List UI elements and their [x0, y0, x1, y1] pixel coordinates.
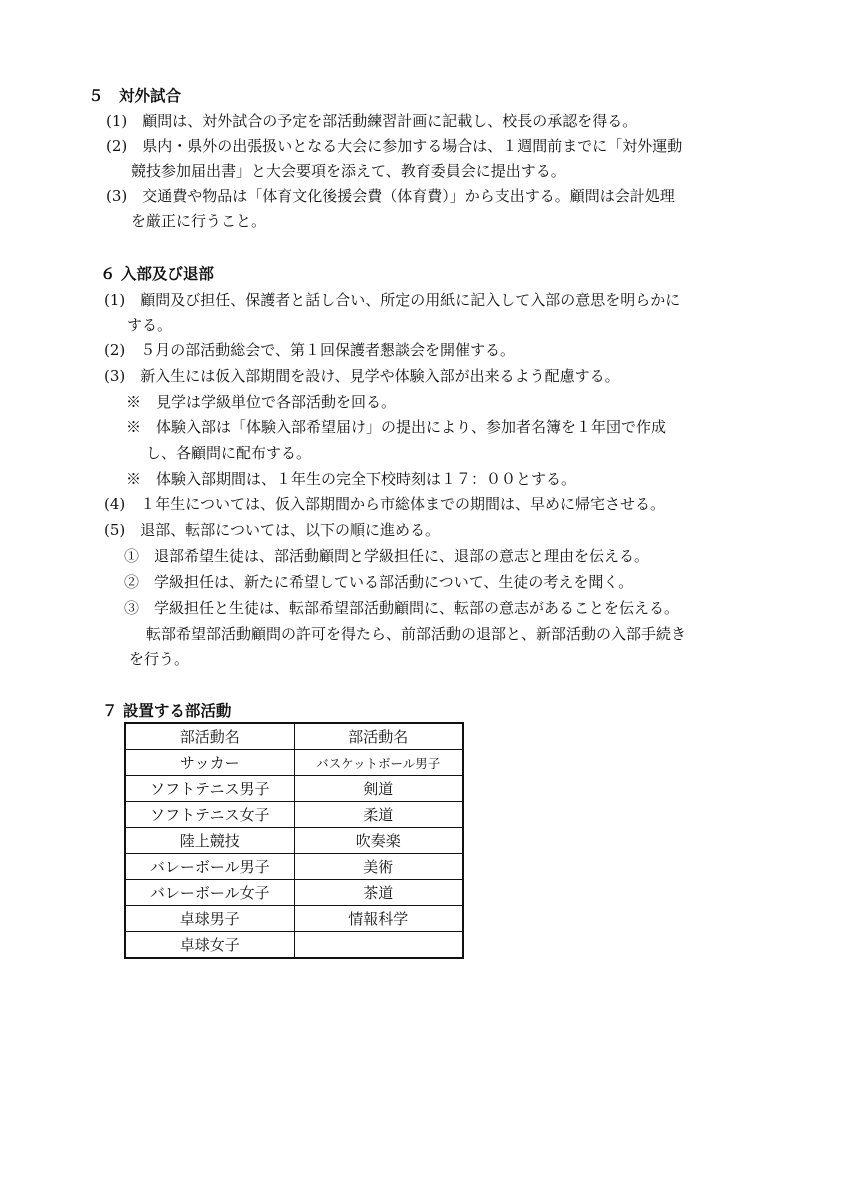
- section-6-item-1: (1) 顧問及び担任、保護者と話し合い、所定の用紙に記入して入部の意思を明らかに: [104, 291, 681, 309]
- section-7-heading: ７ 設置する部活動: [102, 702, 232, 720]
- table-cell: サッカー: [125, 750, 294, 776]
- table-cell: 陸上競技: [125, 828, 294, 854]
- table-cell: 卓球女子: [125, 932, 294, 959]
- section-5-item-3: (3) 交通費や物品は「体育文化後援会費（体育費）」から支出する。顧問は会計処理: [106, 187, 675, 205]
- section-6-item-1-cont: する。: [127, 316, 173, 334]
- table-cell: 茶道: [294, 880, 463, 906]
- section-6-item-5: (5) 退部、転部については、以下の順に進める。: [104, 521, 440, 539]
- table-cell: 剣道: [294, 776, 463, 802]
- section-6-note-2-cont: し、各顧問に配布する。: [146, 444, 312, 462]
- table-header-row: [125, 723, 463, 750]
- table-row: [125, 750, 463, 776]
- section-6-step-2: ② 学級担任は、新たに希望している部活動について、生徒の考えを聞く。: [124, 573, 634, 591]
- table-cell: 吹奏楽: [294, 828, 463, 854]
- table-cell: バスケットボール男子: [294, 750, 463, 776]
- section-5-heading: ５ 対外試合: [88, 87, 182, 105]
- column-header: 部活動名: [125, 723, 294, 750]
- table-cell: ソフトテニス男子: [125, 776, 294, 802]
- table-row: [125, 828, 463, 854]
- table-row: [125, 802, 463, 828]
- section-6-step-3: ③ 学級担任と生徒は、転部希望部活動顧問に、転部の意志があることを伝える。: [124, 599, 680, 617]
- table-cell: 柔道: [294, 802, 463, 828]
- table-row: [125, 880, 463, 906]
- section-5-item-2: (2) 県内・県外の出張扱いとなる大会に参加する場合は、１週間前までに「対外運動: [106, 137, 683, 155]
- section-5-item-2-cont: 競技参加届出書」と大会要項を添えて、教育委員会に提出する。: [131, 162, 566, 180]
- table-cell: [294, 932, 463, 959]
- table-row: [125, 932, 463, 959]
- section-6-item-3: (3) 新入生には仮入部期間を設け、見学や体験入部が出来るよう配慮する。: [104, 367, 620, 385]
- table-cell: 情報科学: [294, 906, 463, 932]
- section-6-step-1: ① 退部希望生徒は、部活動顧問と学級担任に、退部の意志と理由を伝える。: [124, 547, 650, 565]
- section-6-heading: ６ 入部及び退部: [100, 265, 214, 283]
- table-cell: ソフトテニス女子: [125, 802, 294, 828]
- table-cell: バレーボール女子: [125, 880, 294, 906]
- section-6-step-3-cont-2: を行う。: [129, 650, 190, 668]
- section-6-note-3: ※ 体験入部期間は、１年生の完全下校時刻は１７：００とする。: [126, 470, 577, 488]
- section-6-note-2: ※ 体験入部は「体験入部希望届け」の提出により、参加者名簿を１年団で作成: [126, 418, 667, 436]
- table-cell: 卓球男子: [125, 906, 294, 932]
- section-5-item-3-cont: を厳正に行うこと。: [131, 212, 267, 230]
- section-6-step-3-cont: 転部希望部活動顧問の許可を得たら、前部活動の退部と、新部活動の入部手続き: [146, 625, 687, 643]
- table-cell: 美術: [294, 854, 463, 880]
- table-row: [125, 906, 463, 932]
- column-header: 部活動名: [294, 723, 463, 750]
- section-6-item-2: (2) ５月の部活動総会で、第１回保護者懇談会を開催する。: [104, 341, 515, 359]
- section-5-item-1: (1) 顧問は、対外試合の予定を部活動練習計画に記載し、校長の承認を得る。: [106, 112, 638, 130]
- table-row: [125, 854, 463, 880]
- section-6-item-4: (4) １年生については、仮入部期間から市総体までの期間は、早めに帰宅させる。: [104, 495, 665, 513]
- clubs-table: [124, 722, 464, 959]
- table-row: [125, 776, 463, 802]
- table-cell: バレーボール男子: [125, 854, 294, 880]
- section-6-note-1: ※ 見学は学級単位で各部活動を回る。: [126, 393, 397, 411]
